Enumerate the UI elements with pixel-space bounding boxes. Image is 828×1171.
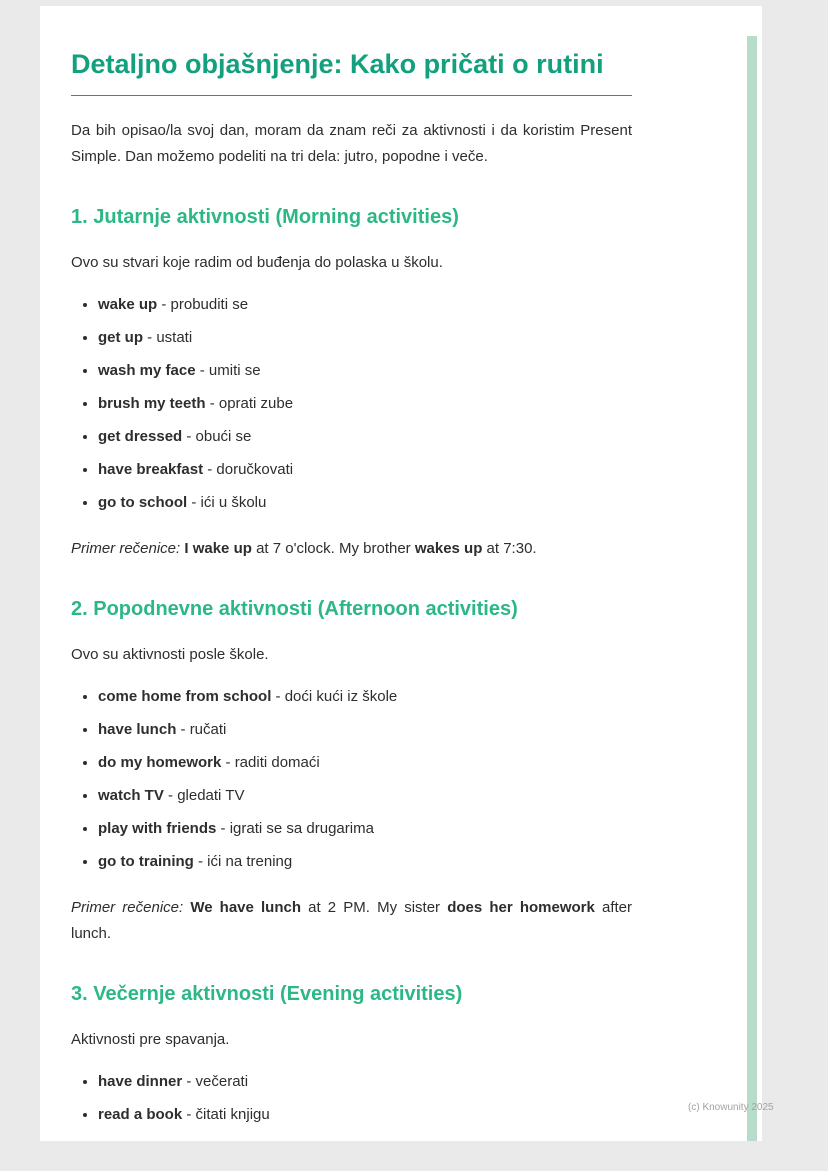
vocab-term: read a book bbox=[98, 1106, 183, 1123]
section-lead: Aktivnosti pre spavanja. bbox=[71, 1031, 230, 1048]
example-label: Primer rečenice: bbox=[71, 899, 184, 916]
vocab-list bbox=[71, 684, 632, 875]
vocab-item: • go to training - ići na trening bbox=[98, 849, 632, 875]
section-heading: 2. Popodnevne aktivnosti (Afternoon activities) bbox=[71, 598, 518, 620]
vocab-list bbox=[71, 1069, 632, 1128]
page-title: Detaljno objašnjenje: Kako pričati o rutini bbox=[71, 46, 632, 96]
vocab-term: have lunch bbox=[98, 721, 177, 738]
vocab-item: • brush my teeth - oprati zube bbox=[98, 391, 632, 417]
vocab-item: • play with friends - igrati se sa drugarima bbox=[98, 816, 632, 842]
vocab-item: • wash my face - umiti se bbox=[98, 358, 632, 384]
vocab-item: • wake up - probuditi se bbox=[98, 292, 632, 318]
vocab-term: wash my face bbox=[98, 362, 196, 379]
vocab-item: • watch TV - gledati TV bbox=[98, 783, 632, 809]
vocab-term: watch TV bbox=[98, 787, 164, 804]
vocab-term: play with friends bbox=[98, 820, 217, 837]
example-bold-phrase: does her homework bbox=[447, 899, 595, 916]
vocab-item: • go to school - ići u školu bbox=[98, 490, 632, 516]
example-sentence: Primer rečenice: I wake up at 7 o'clock. My brother wakes up at 7:30. bbox=[71, 540, 537, 557]
section-heading: 3. Večernje aktivnosti (Evening activities) bbox=[71, 983, 463, 1005]
example-label: Primer rečenice: bbox=[71, 540, 181, 557]
section-lead: Ovo su stvari koje radim od buđenja do polaska u školu. bbox=[71, 254, 443, 271]
vocab-term: brush my teeth bbox=[98, 395, 206, 412]
sections-container bbox=[71, 204, 632, 1128]
copyright: (c) Knowunity 2025 bbox=[688, 1102, 774, 1113]
example-bold-phrase: We have lunch bbox=[190, 899, 302, 916]
example-bold-phrase: wakes up bbox=[414, 540, 483, 557]
vocab-list bbox=[71, 292, 632, 516]
vocab-term: come home from school bbox=[98, 688, 272, 705]
vocab-item: • have breakfast - doručkovati bbox=[98, 457, 632, 483]
vocab-item: • do my homework - raditi domaći bbox=[98, 750, 632, 776]
vocab-item: • get up - ustati bbox=[98, 325, 632, 351]
vocab-term: go to training bbox=[98, 853, 194, 870]
vocab-item: • come home from school - doći kući iz škole bbox=[98, 684, 632, 710]
section-heading: 1. Jutarnje aktivnosti (Morning activities) bbox=[71, 206, 459, 228]
vocab-term: get up bbox=[98, 329, 143, 346]
example-bold-phrase: I wake up bbox=[184, 540, 252, 557]
vocab-term: have dinner bbox=[98, 1073, 183, 1090]
section-lead: Ovo su aktivnosti posle škole. bbox=[71, 646, 269, 663]
vocab-term: wake up bbox=[98, 296, 158, 313]
document-card bbox=[40, 6, 762, 1141]
vocab-term: have breakfast bbox=[98, 461, 204, 478]
vocab-term: get dressed bbox=[98, 428, 183, 445]
vocab-item: • have dinner - večerati bbox=[98, 1069, 632, 1095]
intro-paragraph: Da bih opisao/la svoj dan, moram da znam reči za aktivnosti i da koristim Present Simple. Dan možemo podeliti na tri dela: jutro, popodne i veče. bbox=[71, 122, 632, 165]
vocab-term: go to school bbox=[98, 494, 188, 511]
example-sentence: Primer rečenice: We have lunch at 2 PM. My sister does her homework after lunch. bbox=[71, 899, 633, 942]
vocab-item: • get dressed - obući se bbox=[98, 424, 632, 450]
accent-bar bbox=[747, 36, 757, 1141]
vocab-term: do my homework bbox=[98, 754, 222, 771]
vocab-item: • have lunch - ručati bbox=[98, 717, 632, 743]
vocab-item: • read a book - čitati knjigu bbox=[98, 1102, 632, 1128]
